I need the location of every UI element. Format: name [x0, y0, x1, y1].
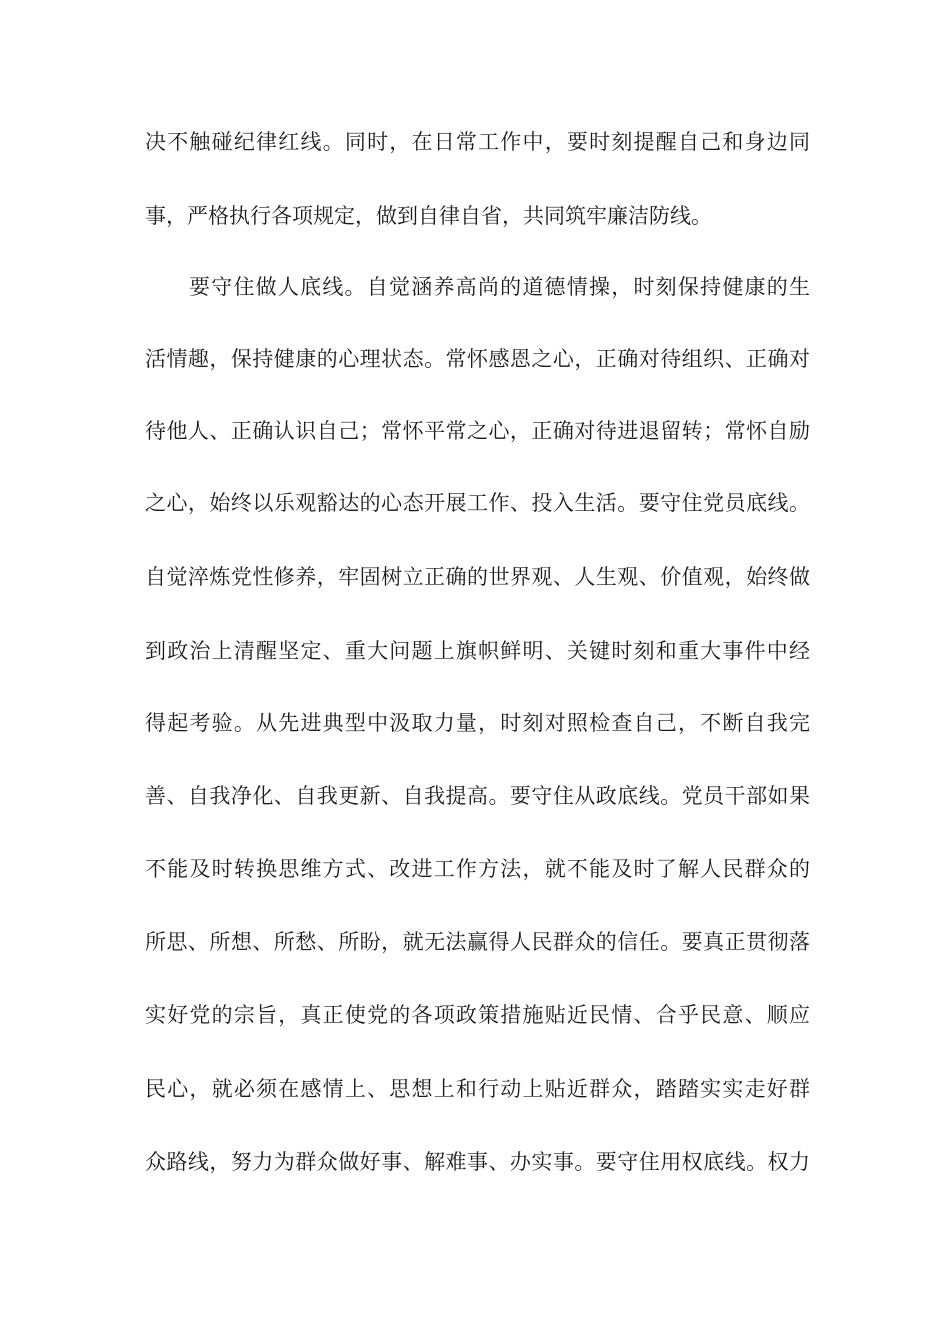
- text-line-6: 之心，始终以乐观豁达的心态开展工作、投入生活。要守住党员底线。: [145, 491, 810, 515]
- text-line-11: 不能及时转换思维方式、改进工作方法，就不能及时了解人民群众的: [145, 857, 810, 881]
- text-line-8: 到政治上清醒坚定、重大问题上旗帜鲜明、关键时刻和重大事件中经: [145, 639, 810, 663]
- text-line-15: 众路线，努力为群众做好事、解难事、办实事。要守住用权底线。权力: [145, 1150, 810, 1174]
- text-line-13: 实好党的宗旨，真正使党的各项政策措施贴近民情、合乎民意、顺应: [145, 1003, 810, 1027]
- text-line-1: 决不触碰纪律红线。同时，在日常工作中，要时刻提醒自己和身边同: [145, 130, 810, 154]
- text-line-2: 事，严格执行各项规定，做到自律自省，共同筑牢廉洁防线。: [145, 204, 712, 228]
- text-line-5: 待他人、正确认识自己；常怀平常之心，正确对待进退留转；常怀自励: [145, 419, 810, 443]
- text-line-12: 所思、所想、所愁、所盼，就无法赢得人民群众的信任。要真正贯彻落: [145, 930, 810, 954]
- text-line-14: 民心，就必须在感情上、思想上和行动上贴近群众，踏踏实实走好群: [145, 1077, 810, 1101]
- text-line-4: 活情趣，保持健康的心理状态。常怀感恩之心，正确对待组织、正确对: [145, 347, 810, 371]
- text-line-3: 要守住做人底线。自觉涵养高尚的道德情操，时刻保持健康的生: [189, 275, 810, 299]
- text-line-7: 自觉淬炼党性修养，牢固树立正确的世界观、人生观、价值观，始终做: [145, 565, 810, 589]
- text-line-9: 得起考验。从先进典型中汲取力量，时刻对照检查自己，不断自我完: [145, 711, 810, 735]
- text-line-10: 善、自我净化、自我更新、自我提高。要守住从政底线。党员干部如果: [145, 784, 810, 808]
